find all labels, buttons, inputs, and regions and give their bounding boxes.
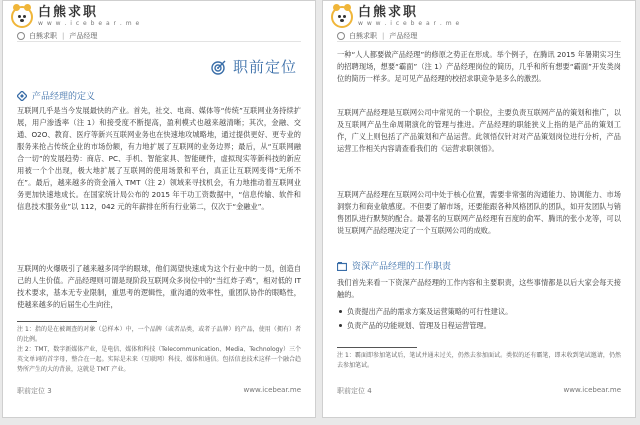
footnote-1: 注 1：霸面即参加笔试后，笔试并通未过关，仍然去参加面试。类似的还有霸笔，即未收到笔试邀请，仍然去参加笔试。: [337, 352, 621, 369]
bear-icon: [331, 6, 353, 28]
paragraph-4: 我们首先来看一下资深产品经理的工作内容和主要职责，这些事情都是以后大家会每天接触的。: [337, 278, 621, 299]
header-divider: [337, 41, 621, 42]
brand-logo[interactable]: [11, 6, 140, 28]
brand-url: w w w . i c e b e a r . m e: [358, 20, 461, 27]
target-icon: [211, 59, 227, 75]
breadcrumb-separator: |: [62, 32, 65, 40]
breadcrumb-home[interactable]: 白熊求职: [349, 32, 377, 40]
header-divider: [17, 41, 301, 42]
footnote-rule: [17, 321, 97, 322]
paragraph-3: 互联网产品经理在互联网公司中处于核心位置，需要非常强的沟通能力、协调能力、市场洞察力和商业敏感度。不但要了解市场，还要能跟各种风格团队的团队，如开发团队与销售团队进行默契的配合。最著名的互联网产品经理有百度的俞军、腾讯的张小龙等，可以说互联网产品经理决定了一个互联网公司的成败。: [337, 190, 621, 235]
footer-url[interactable]: www.icebear.me: [243, 386, 301, 394]
brand-title: 白熊求职: [38, 5, 99, 20]
paragraph-1: 互联网几乎是当今发展最快的产业。首先，社交、电商、媒体等“传统”互联网业务持续扩展，用户渗透率（注 1）和接受度不断提高，盈利模式也越来越清晰；其次，金融、交通、O2O、教育、医疗等新兴互联网业务也在快速地攻城略地，通过提供更好、更专业的服务来抢占传统企业的市场份额，有力地扩展了互联网的业务边界；最后，从“互联网融合一切”的发展趋势：商店、PC、手机、智能家具、智能硬件，虚拟现实等新科技的新应用被一个个出现，极大地扩展了互联网的使用场景和平台，真正让互联网变得“无所不在”。最后，越来越多的资金涌入 TMT（注 2）领域来寻找机会，有力地推动着互联网业务更加快速地成长。在国家统计局公布的 2015 年干功工资数据中，“信息传输、软件和信息技术服务业”以 112，042 元的年薪排在所有行业第二，仅次于“金融业”。: [17, 106, 301, 211]
footer-url[interactable]: www.icebear.me: [563, 386, 621, 394]
footnote-rule: [337, 347, 417, 348]
breadcrumb: [17, 31, 97, 41]
section-title: 资深产品经理的工作职责: [352, 262, 452, 272]
page-4: [322, 0, 636, 418]
footnote-1: 注 1：指的是在被调查的对象（总样本）中，一个品牌（或者品类，或者子品牌）的产品，使用（拥有）者的比例。: [17, 326, 301, 343]
list-item: 负责产品的功能规划、管理及日程运营管理。: [337, 319, 621, 333]
home-icon: [17, 32, 25, 40]
breadcrumb-current: 产品经理: [69, 32, 98, 40]
chapter-heading: [211, 56, 297, 77]
page-footer: [337, 386, 621, 396]
chapter-title: 职前定位: [232, 58, 297, 76]
breadcrumb-current: 产品经理: [389, 32, 418, 40]
footer-page-label: 职前定位 3: [17, 387, 52, 395]
list-item: 负责提出产品的需求方案及运营策略的可行性建议。: [337, 305, 621, 319]
page-3: [2, 0, 316, 418]
bear-icon: [11, 6, 33, 28]
breadcrumb-separator: |: [382, 32, 385, 40]
breadcrumb: [337, 31, 417, 41]
paragraph-1: 一种“人人都要做产品经理”的修原之势正在形成。举个例子，在腾讯 2015 年暑期实习生的招聘现场，想要“霸面”（注 1）产品经理岗位的简历，几乎和所有想要“霸面”开发类岗位的简历一样多。足可见产品经理的校招求职竞争是多么的激烈。: [337, 50, 621, 83]
brand-title: 白熊求职: [358, 5, 419, 20]
footer-page-label: 职前定位 4: [337, 387, 372, 395]
breadcrumb-home[interactable]: 白熊求职: [29, 32, 57, 40]
folder-icon: [337, 261, 347, 271]
home-icon: [337, 32, 345, 40]
section-title: 产品经理的定义: [32, 92, 96, 102]
diamond-bullet-icon: [17, 91, 27, 101]
section-heading-duties: [337, 259, 451, 272]
page-footer: [17, 386, 301, 396]
duties-list: [337, 305, 621, 333]
brand-url: w w w . i c e b e a r . m e: [38, 20, 141, 27]
paragraph-2: 互联网产品经理是互联网公司中常见的一个职位，主要负责互联网产品的策划和推广，以及互联网产品生命周期演化的管理与推进。产品经理的职能狭义上指的是产品的策划工作，广义上则包括了产品策划和产品运营。此领悟仅针对对产品策划岗位进行分析，产品运营工作相关内容请查看我们的《运营求职领悟》。: [337, 108, 621, 153]
footnote-2: 注 2：TMT，数字新媒体产业，是电信、媒体和科技（Telecommunication、Media、Technology）三个英文单词的首字母，整合在一起。实际是未来（互联网）科技、媒体和通信。包括信息技术这样一个融合趋势所产生的大的背景，这就是 TMT 产业。: [17, 346, 301, 373]
paragraph-2: 互联网的火爆吸引了越来越多同学的眼球，他们渴望快速成为这个行业中的一员，创造自己的人生价值。产品经理则可谓是现阶段互联网众多岗位中的“当红炸子鸡”，相对低的 IT 技术要求，基本无专业限制，重思考的逻辑性，重沟通的效率性，重团队协作的眼略性，使越来越多的后届生心生向往，: [17, 264, 301, 309]
section-heading-definition: [17, 89, 95, 102]
brand-logo[interactable]: [331, 6, 460, 28]
